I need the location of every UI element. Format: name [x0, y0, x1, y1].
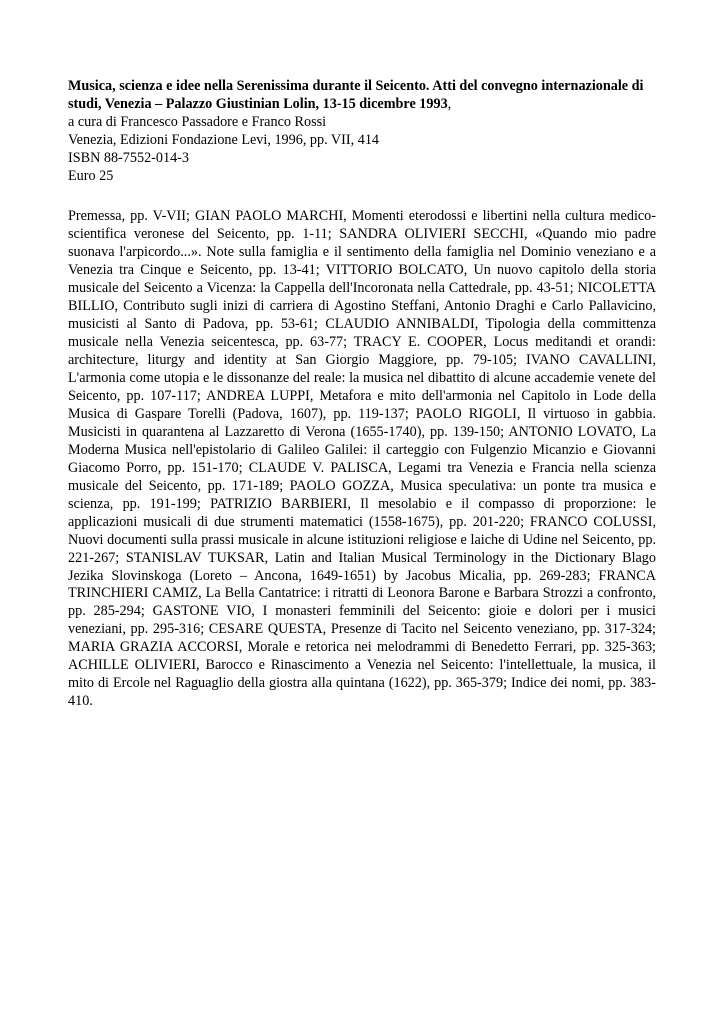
title-comma: ,: [447, 95, 452, 112]
publisher-line: Venezia, Edizioni Fondazione Levi, 1996, pp. VII, 414: [68, 131, 380, 148]
bibliographic-header: [68, 78, 656, 185]
book-title: Musica, scienza e idee nella Serenissima durante il Seicento. Atti del convegno internazionale di studi, Venezia – Palazzo Giustinian Lolin, 13-15 dicembre 1993: [68, 78, 644, 112]
document-page: [68, 78, 656, 725]
editors-line: a cura di Francesco Passadore e Franco Rossi: [68, 113, 327, 130]
price-line: Euro 25: [68, 167, 114, 184]
isbn-line: ISBN 88-7552-014-3: [68, 149, 189, 166]
table-of-contents-paragraph: Premessa, pp. V-VII; GIAN PAOLO MARCHI, Momenti eterodossi e libertini nella cultura medico-scientifica veronese del Seicento, pp. 1-11; SANDRA OLIVIERI SECCHI, «Quando mio padre suonava l'arpicordo...». Note sulla famiglia e il sentimento della famiglia nel Dominio veneziano e a Venezia tra Cinque e Seicento, pp. 13-41; VITTORIO BOLCATO, Un nuovo capitolo della storia musicale del Seicento a Vicenza: la Cappella dell'Incoronata nella Cattedrale, pp. 43-51; NICOLETTA BILLIO, Contributo sugli inizi di carriera di Agostino Steffani, Antonio Draghi e Carlo Pallavicino, musicisti al Santo di Padova, pp. 53-61; CLAUDIO ANNIBALDI, Tipologia della committenza musicale nella Venezia seicentesca, pp. 63-77; TRACY E. COOPER, Locus meditandi et orandi: architecture, liturgy and identity at San Giorgio Maggiore, pp. 79-105; IVANO CAVALLINI, L'armonia come utopia e le dissonanze del reale: la musica nel dibattito di alcune accademie venete del Seicento, pp. 107-117; ANDREA LUPPI, Metafora e mito dell'armonia nel Capitolo in Lode della Musica di Gaspare Torelli (Padova, 1607), pp. 119-137; PAOLO RIGOLI, Il virtuoso in gabbia. Musicisti in quarantena al Lazzaretto di Verona (1655-1740), pp. 139-150; ANTONIO LOVATO, La Moderna Musica nell'epistolario di Galileo Galilei: il carteggio con Fulgenzio Micanzio e Giovanni Giacomo Porro, pp. 151-170; CLAUDE V. PALISCA, Legami tra Venezia e Francia nella scienza musicale del Seicento, pp. 171-189; PAOLO GOZZA, Musica speculativa: un ponte tra musica e scienza, pp. 191-199; PATRIZIO BARBIERI, Il mesolabio e il compasso di proporzione: le applicazioni musicali di due strumenti matematici (1558-1675), pp. 201-220; FRANCO COLUSSI, Nuovi documenti sulla prassi musicale in alcune istituzioni religiose e laiche di Udine nel Seicento, pp. 221-267; STANISLAV TUKSAR, Latin and Italian Musical Terminology in the Dictionary Blago Jezika Slovinskoga (Loreto – Ancona, 1649-1651) by Jacobus Micalia, pp. 269-283; FRANCA TRINCHIERI CAMIZ, La Bella Cantatrice: i ritratti di Leonora Barone e Barbara Strozzi a confronto, pp. 285-294; GASTONE VIO, I monasteri femminili del Seicento: gioie e dolori per i musici veneziani, pp. 295-316; CESARE QUESTA, Presenze di Tacito nel Seicento veneziano, pp. 317-324; MARIA GRAZIA ACCORSI, Morale e retorica nei melodrammi di Benedetto Ferrari, pp. 325-363; ACHILLE OLIVIERI, Barocco e Rinascimento a Venezia nel Seicento: l'intellettuale, la musica, il mito di Ercole nel Raguaglio della giostra alla quintana (1622), pp. 365-379; Indice dei nomi, pp. 383-410.: [68, 208, 656, 710]
